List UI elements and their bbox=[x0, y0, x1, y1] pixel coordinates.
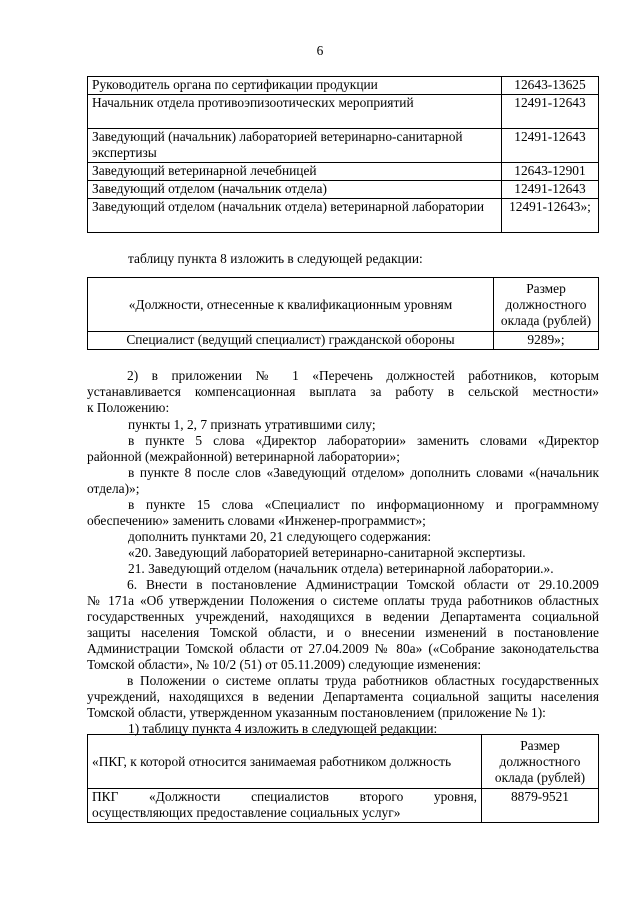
table-row bbox=[88, 95, 599, 129]
salary-range: 12491-12643 bbox=[502, 181, 599, 199]
paragraph-item8-line1: в пункте 8 после слов «Заведующий отделом» дополнить словами «(начальник bbox=[128, 465, 599, 480]
table-row bbox=[88, 129, 599, 163]
header-salary: Размер должностного оклада (рублей) bbox=[482, 735, 599, 789]
paragraph-6-line5: Администрации Томской области от 27.04.2009 № 80а» («Собрание законодательства bbox=[87, 641, 599, 656]
civil-defense-salary-table bbox=[87, 277, 599, 350]
table-header-row bbox=[88, 735, 599, 789]
salary-value: 9289»; bbox=[494, 332, 599, 350]
pkg-name bbox=[88, 789, 482, 823]
paragraph-6-line2: № 171а «Об утверждении Положения о системе оплаты труда работников областных bbox=[87, 593, 599, 608]
paragraph-regulation-line3: Томской области, утвержденном указанным постановлением (приложение № 1): bbox=[87, 705, 546, 720]
table-row bbox=[88, 163, 599, 181]
header-pkg: «ПКГ, к которой относится занимаемая работником должность bbox=[88, 735, 482, 789]
table-row bbox=[88, 199, 599, 233]
paragraph-6-line3: государственных учреждений, находящихся в ведении Департамента социальной bbox=[87, 609, 599, 624]
position-name: Руководитель органа по сертификации продукции bbox=[88, 77, 502, 95]
salary-range: 8879-9521 bbox=[482, 789, 599, 823]
position-name: Заведующий отделом (начальник отдела) bbox=[88, 181, 502, 199]
salary-range: 12491-12643 bbox=[502, 129, 599, 163]
position-name: Заведующий отделом (начальник отдела) ветеринарной лаборатории bbox=[88, 199, 502, 233]
table-row bbox=[88, 77, 599, 95]
paragraph-6-line6: Томской области», № 10/2 (51) от 05.11.2009) следующие изменения: bbox=[87, 657, 482, 672]
pkg-salary-table bbox=[87, 734, 599, 823]
paragraph-add: дополнить пунктами 20, 21 следующего содержания: bbox=[128, 529, 432, 544]
paragraph-2-line2: устанавливается компенсационная выплата за работу в сельской местности» bbox=[87, 384, 599, 399]
position-name: Заведующий ветеринарной лечебницей bbox=[88, 163, 502, 181]
salary-range: 12491-12643 bbox=[502, 95, 599, 129]
pkg-name-line2: осуществляющих предоставление социальных услуг» bbox=[92, 805, 401, 820]
paragraph-2-line3: к Положению: bbox=[87, 400, 170, 415]
salary-range: 12491-12643»; bbox=[502, 199, 599, 233]
paragraph-item1-table4: 1) таблицу пункта 4 изложить в следующей редакции: bbox=[128, 721, 438, 736]
positions-salary-table bbox=[87, 76, 599, 233]
salary-range: 12643-13625 bbox=[502, 77, 599, 95]
paragraph-table8: таблицу пункта 8 изложить в следующей редакции: bbox=[128, 251, 423, 266]
paragraph-item15-line1: в пункте 15 слова «Специалист по информационному и программному bbox=[128, 497, 599, 512]
position-name: Заведующий (начальник) лабораторией ветеринарно-санитарной экспертизы bbox=[88, 129, 502, 163]
paragraph-items-127: пункты 1, 2, 7 признать утратившими силу; bbox=[128, 417, 376, 432]
position-name: Специалист (ведущий специалист) гражданской обороны bbox=[88, 332, 494, 350]
salary-range: 12643-12901 bbox=[502, 163, 599, 181]
paragraph-6-line1: 6. Внести в постановление Администрации Томской области от 29.10.2009 bbox=[127, 577, 599, 592]
paragraph-2-line1: 2) в приложении № 1 «Перечень должностей работников, которым bbox=[127, 368, 599, 383]
pkg-name-line1: ПКГ «Должности специалистов второго уровня, bbox=[92, 789, 477, 804]
paragraph-item20: «20. Заведующий лабораторией ветеринарно-санитарной экспертизы. bbox=[128, 545, 526, 560]
header-positions: «Должности, отнесенные к квалификационным уровням bbox=[88, 278, 494, 332]
paragraph-regulation-line1: в Положении о системе оплаты труда работников областных государственных bbox=[127, 673, 599, 688]
paragraph-regulation-line2: учреждений, находящихся в ведении Департамента социальной защиты населения bbox=[87, 689, 599, 704]
table-header-row bbox=[88, 278, 599, 332]
paragraph-item5-line2: районной (межрайонной) ветеринарной лаборатории»; bbox=[87, 449, 400, 464]
paragraph-item15-line2: обеспечению» заменить словами «Инженер-программист»; bbox=[87, 513, 426, 528]
paragraph-item8-line2: отдела)»; bbox=[87, 481, 140, 496]
page-number: 6 bbox=[316, 43, 324, 58]
position-name: Начальник отдела противоэпизоотических мероприятий bbox=[88, 95, 502, 129]
header-salary: Размер должностного оклада (рублей) bbox=[494, 278, 599, 332]
table-row bbox=[88, 332, 599, 350]
table-row bbox=[88, 181, 599, 199]
paragraph-item21: 21. Заведующий отделом (начальник отдела) ветеринарной лаборатории.». bbox=[128, 561, 554, 576]
paragraph-6-line4: защиты населения Томской области, и о внесении изменений в постановление bbox=[87, 625, 599, 640]
table-row bbox=[88, 789, 599, 823]
paragraph-item5-line1: в пункте 5 слова «Директор лаборатории» заменить словами «Директор bbox=[128, 433, 599, 448]
